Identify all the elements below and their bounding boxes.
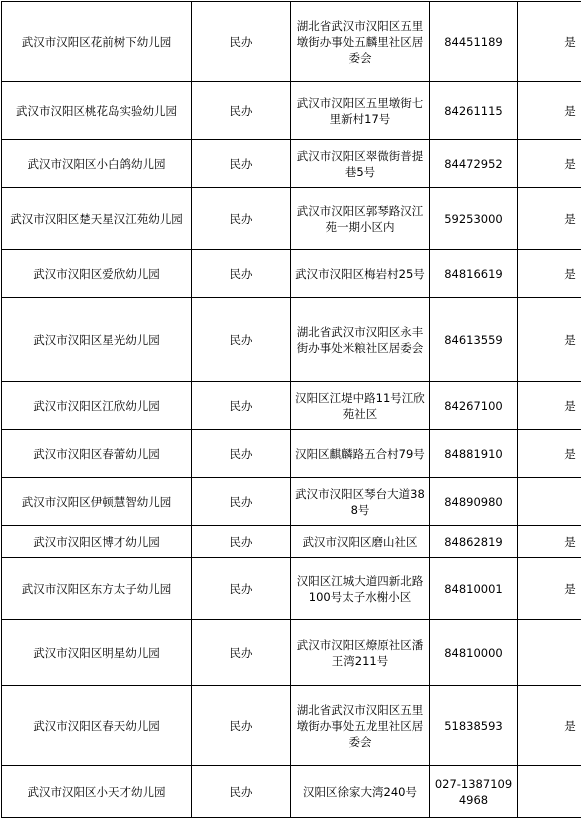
- cell-name: 武汉市汉阳区东方太子幼儿园: [2, 558, 192, 620]
- cell-flag: 是: [518, 250, 581, 298]
- cell-type: 民办: [192, 558, 291, 620]
- cell-phone: 84613559: [430, 298, 518, 382]
- cell-name: 武汉市汉阳区小天才幼儿园: [2, 766, 192, 818]
- table-row: [2, 620, 581, 686]
- table-row: [2, 2, 581, 82]
- table-row: [2, 382, 581, 430]
- cell-name: 武汉市汉阳区江欣幼儿园: [2, 382, 192, 430]
- cell-phone: 84472952: [430, 140, 518, 188]
- cell-address: 武汉市汉阳区五里墩街七里新村17号: [291, 82, 430, 140]
- cell-name: 武汉市汉阳区小白鸽幼儿园: [2, 140, 192, 188]
- cell-type: 民办: [192, 82, 291, 140]
- kindergarten-table-body: [2, 2, 581, 818]
- cell-name: 武汉市汉阳区春蕾幼儿园: [2, 430, 192, 478]
- cell-type: 民办: [192, 298, 291, 382]
- cell-flag: 是: [518, 188, 581, 250]
- cell-type: 民办: [192, 250, 291, 298]
- cell-address: 湖北省武汉市汉阳区五里墩街办事处五麟里社区居委会: [291, 2, 430, 82]
- cell-address: 武汉市汉阳区磨山社区: [291, 526, 430, 558]
- cell-flag: 是: [518, 686, 581, 766]
- cell-phone: 84451189: [430, 2, 518, 82]
- cell-phone: 84267100: [430, 382, 518, 430]
- cell-name: 武汉市汉阳区明星幼儿园: [2, 620, 192, 686]
- cell-flag: 是: [518, 82, 581, 140]
- table-row: [2, 82, 581, 140]
- cell-name: 武汉市汉阳区楚天星汉江苑幼儿园: [2, 188, 192, 250]
- kindergarten-table: [1, 1, 581, 818]
- table-row: [2, 478, 581, 526]
- cell-address: 武汉市汉阳区郭琴路汉江苑一期小区内: [291, 188, 430, 250]
- cell-name: 武汉市汉阳区春天幼儿园: [2, 686, 192, 766]
- cell-flag: 是: [518, 140, 581, 188]
- cell-type: 民办: [192, 430, 291, 478]
- cell-name: 武汉市汉阳区桃花岛实验幼儿园: [2, 82, 192, 140]
- cell-name: 武汉市汉阳区伊顿慧智幼儿园: [2, 478, 192, 526]
- table-row: [2, 140, 581, 188]
- cell-name: 武汉市汉阳区星光幼儿园: [2, 298, 192, 382]
- cell-phone: 027-13871094968: [430, 766, 518, 818]
- cell-flag: 是: [518, 298, 581, 382]
- cell-address: 汉阳区徐家大湾240号: [291, 766, 430, 818]
- cell-phone: 84890980: [430, 478, 518, 526]
- cell-type: 民办: [192, 140, 291, 188]
- cell-type: 民办: [192, 686, 291, 766]
- table-row: [2, 766, 581, 818]
- cell-type: 民办: [192, 620, 291, 686]
- cell-type: 民办: [192, 766, 291, 818]
- cell-address: 汉阳区江堤中路11号江欣苑社区: [291, 382, 430, 430]
- table-row: [2, 686, 581, 766]
- cell-address: 武汉市汉阳区梅岩村25号: [291, 250, 430, 298]
- cell-flag: [518, 766, 581, 818]
- cell-phone: 84862819: [430, 526, 518, 558]
- cell-phone: 84810001: [430, 558, 518, 620]
- cell-address: 武汉市汉阳区琴台大道388号: [291, 478, 430, 526]
- cell-flag: 是: [518, 382, 581, 430]
- cell-phone: 84816619: [430, 250, 518, 298]
- table-row: [2, 430, 581, 478]
- cell-flag: 是: [518, 430, 581, 478]
- cell-phone: 84261115: [430, 82, 518, 140]
- cell-flag: 是: [518, 526, 581, 558]
- table-row: [2, 250, 581, 298]
- cell-type: 民办: [192, 382, 291, 430]
- cell-address: 武汉市汉阳区翠微街普提巷5号: [291, 140, 430, 188]
- cell-address: 汉阳区江城大道四新北路100号太子水榭小区: [291, 558, 430, 620]
- cell-name: 武汉市汉阳区花前树下幼儿园: [2, 2, 192, 82]
- cell-phone: 59253000: [430, 188, 518, 250]
- cell-flag: [518, 478, 581, 526]
- cell-name: 武汉市汉阳区博才幼儿园: [2, 526, 192, 558]
- table-row: [2, 188, 581, 250]
- cell-phone: 51838593: [430, 686, 518, 766]
- cell-address: 湖北省武汉市汉阳区永丰街办事处米粮社区居委会: [291, 298, 430, 382]
- table-row: [2, 298, 581, 382]
- cell-address: 湖北省武汉市汉阳区五里墩街办事处五龙里社区居委会: [291, 686, 430, 766]
- cell-phone: 84810000: [430, 620, 518, 686]
- cell-address: 汉阳区麒麟路五合村79号: [291, 430, 430, 478]
- cell-name: 武汉市汉阳区爱欣幼儿园: [2, 250, 192, 298]
- cell-flag: [518, 620, 581, 686]
- cell-type: 民办: [192, 478, 291, 526]
- cell-phone: 84881910: [430, 430, 518, 478]
- table-row: [2, 526, 581, 558]
- table-row: [2, 558, 581, 620]
- cell-type: 民办: [192, 188, 291, 250]
- cell-flag: 是: [518, 2, 581, 82]
- cell-flag: 是: [518, 558, 581, 620]
- cell-type: 民办: [192, 526, 291, 558]
- cell-address: 武汉市汉阳区燎原社区潘王湾211号: [291, 620, 430, 686]
- cell-type: 民办: [192, 2, 291, 82]
